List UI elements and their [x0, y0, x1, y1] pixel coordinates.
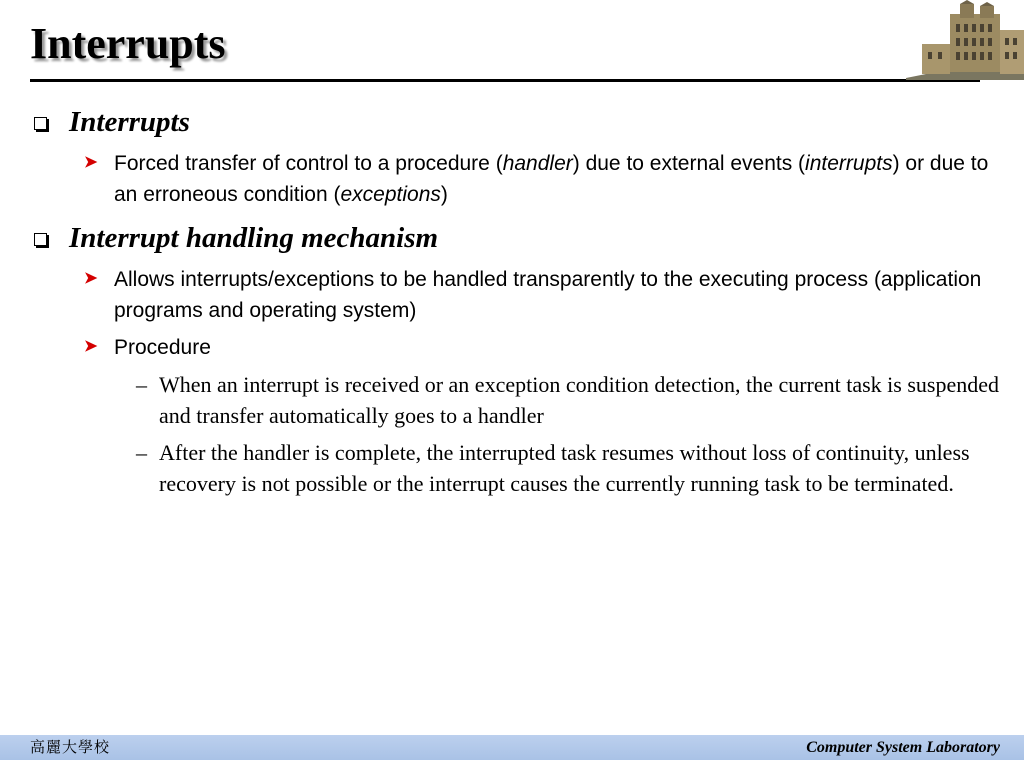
slide-body — [32, 104, 1002, 499]
sub-bullet-item — [32, 369, 1002, 431]
red-arrow-bullet-icon: ➤ — [84, 154, 98, 171]
dash-bullet-icon: – — [136, 372, 147, 397]
footer-university-name: 高麗大學校 — [30, 738, 111, 756]
red-arrow-bullet-icon: ➤ — [84, 338, 98, 355]
bullet-text: Allows interrupts/exceptions to be handled transparently to the executing process (application programs and operating system) — [114, 268, 982, 322]
text-run: ) or due to an erroneous condition ( — [114, 152, 989, 206]
text-run: ) due to external events ( — [572, 152, 806, 175]
text-run-italic: exceptions — [340, 183, 441, 206]
hollow-square-bullet-icon — [34, 233, 47, 246]
bullet-text: Procedure — [114, 336, 211, 359]
slide-title: Interrupts — [30, 19, 226, 68]
section-heading — [32, 104, 1002, 140]
section-heading — [32, 220, 1002, 256]
bullet-item — [32, 332, 1002, 363]
text-run-italic: interrupts — [805, 152, 893, 175]
bullet-item — [32, 148, 1002, 210]
text-run: ) — [440, 183, 448, 206]
sub-bullet-text: When an interrupt is received or an exception condition detection, the current task is suspended and transfer automatically goes to a handler — [159, 372, 999, 428]
section-heading-text: Interrupt handling mechanism — [69, 222, 439, 254]
footer-lab-name: Computer System Laboratory — [806, 739, 1000, 756]
title-underline — [30, 79, 980, 82]
red-arrow-bullet-icon: ➤ — [84, 270, 98, 287]
section-heading-text: Interrupts — [69, 106, 190, 138]
bullet-item — [32, 264, 1002, 326]
dash-bullet-icon: – — [136, 440, 147, 465]
text-run: Forced transfer of control to a procedure ( — [114, 152, 503, 175]
bullet-text — [114, 152, 988, 206]
campus-building-icon — [906, 0, 1024, 80]
hollow-square-bullet-icon — [34, 117, 47, 130]
sub-bullet-text: After the handler is complete, the interrupted task resumes without loss of continuity, unless recovery is not possible or the interrupt causes the currently running task to be terminated. — [159, 440, 970, 496]
sub-bullet-item — [32, 437, 1002, 499]
text-run-italic: handler — [502, 152, 573, 175]
